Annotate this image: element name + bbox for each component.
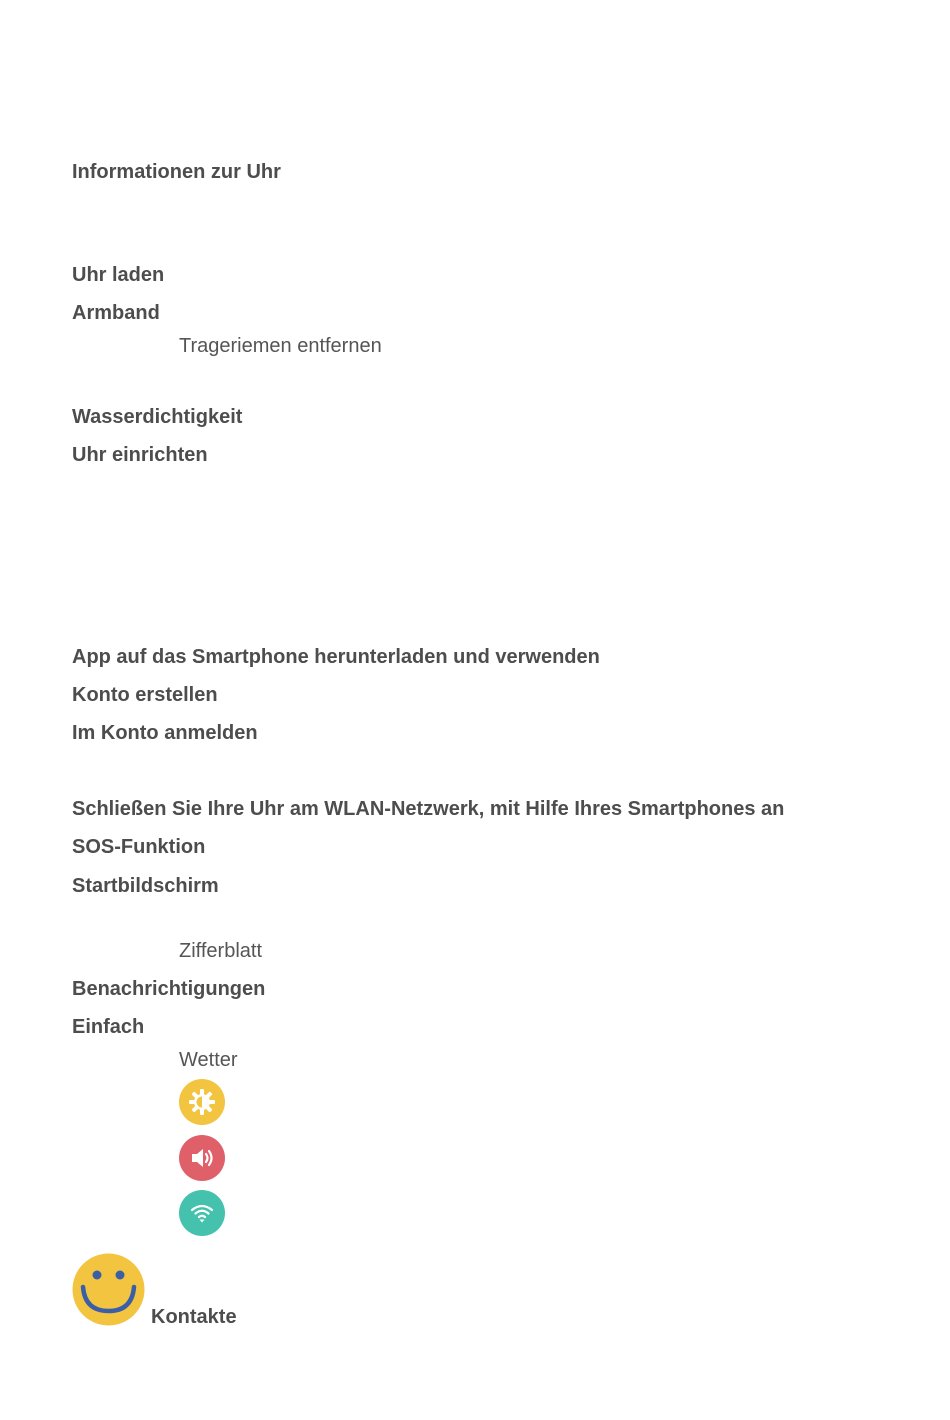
toc-zifferblatt[interactable]: Zifferblatt [179, 940, 262, 962]
toc-armband[interactable]: Armband [72, 302, 160, 324]
volume-icon [179, 1135, 225, 1181]
toc-sos[interactable]: SOS-Funktion [72, 836, 206, 858]
toc-uhr-laden[interactable]: Uhr laden [72, 264, 165, 286]
smiley-icon [72, 1253, 145, 1326]
toc-uhr-einrichten[interactable]: Uhr einrichten [72, 444, 208, 466]
brightness-icon-glyph [187, 1087, 217, 1117]
toc-wetter[interactable]: Wetter [179, 1049, 238, 1071]
volume-icon-glyph [187, 1143, 217, 1173]
wifi-icon-glyph [187, 1198, 217, 1228]
toc-informationen[interactable]: Informationen zur Uhr [72, 161, 281, 183]
brightness-icon [179, 1079, 225, 1125]
smiley-icon-glyph [72, 1253, 145, 1326]
toc-kontakte[interactable]: Kontakte [151, 1306, 237, 1328]
toc-konto-anmelden[interactable]: Im Konto anmelden [72, 722, 258, 744]
toc-trageriemen[interactable]: Trageriemen entfernen [179, 335, 382, 357]
toc-wlan[interactable]: Schließen Sie Ihre Uhr am WLAN-Netzwerk, mit Hilfe Ihres Smartphones an [72, 798, 785, 820]
toc-app[interactable]: App auf das Smartphone herunterladen und verwenden [72, 646, 600, 668]
toc-einfach[interactable]: Einfach [72, 1016, 145, 1038]
toc-benachrichtigungen[interactable]: Benachrichtigungen [72, 978, 266, 1000]
toc-konto-erstellen[interactable]: Konto erstellen [72, 684, 218, 706]
wifi-icon [179, 1190, 225, 1236]
toc-wasserdichtigkeit[interactable]: Wasserdichtigkeit [72, 406, 243, 428]
toc-startbildschirm[interactable]: Startbildschirm [72, 875, 219, 897]
